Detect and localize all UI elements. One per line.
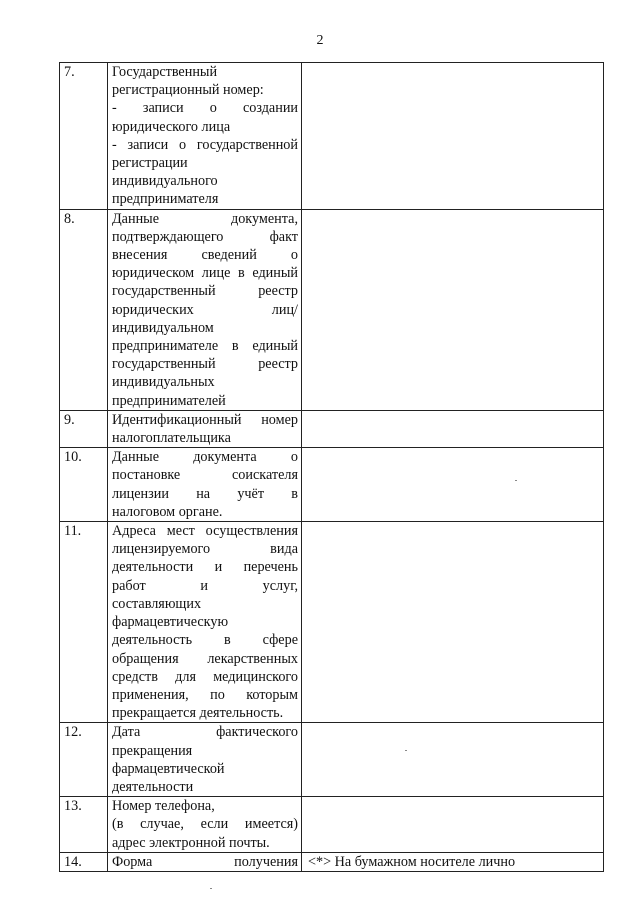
field-label-line: Дата фактического — [112, 724, 298, 741]
field-label-line: налоговом органе. — [112, 503, 223, 520]
field-label-line: предпринимателей — [112, 392, 226, 409]
field-label — [108, 852, 302, 871]
field-label — [108, 723, 302, 797]
field-label-line: государственный реестр — [112, 356, 298, 373]
field-label-line: Адреса мест осуществления — [112, 523, 298, 540]
field-label-line: юридического лица — [112, 118, 231, 135]
field-label — [108, 410, 302, 447]
scan-speck — [210, 888, 212, 889]
field-label-line: прекращения — [112, 742, 193, 759]
field-label-line: фармацевтической — [112, 760, 225, 777]
field-label-line: составляющих — [112, 595, 202, 612]
field-value-cell[interactable] — [302, 723, 604, 797]
field-label-line: регистрации — [112, 155, 188, 172]
field-label-line: (в случае, если имеется) — [112, 816, 298, 833]
field-label-line: Идентификационный номер — [112, 411, 298, 428]
field-label-line: подтверждающего факт — [112, 228, 298, 245]
row-number: 13. — [60, 797, 108, 853]
field-label-line: - записи о создании — [112, 100, 298, 117]
row-number: 14. — [60, 852, 108, 871]
field-value-cell[interactable] — [302, 209, 604, 410]
field-label-line: регистрационный номер: — [112, 82, 264, 99]
row-number: 12. — [60, 723, 108, 797]
field-label-line: Данные документа, — [112, 210, 298, 227]
field-label-line: предпринимателе в единый — [112, 338, 298, 355]
row-number: 7. — [60, 63, 108, 210]
field-label-line: прекращается деятельность. — [112, 705, 284, 722]
field-label — [108, 448, 302, 522]
field-label-line: деятельности и перечень — [112, 559, 298, 576]
table-row — [60, 797, 604, 853]
field-label-line: работ и услуг, — [112, 577, 298, 594]
field-label-line: - записи о государственной — [112, 136, 298, 153]
row-number: 11. — [60, 522, 108, 723]
table-row — [60, 410, 604, 447]
scan-speck — [515, 480, 517, 481]
field-label-line: предпринимателя — [112, 191, 219, 208]
table-row — [60, 852, 604, 871]
table-row — [60, 209, 604, 410]
field-label-line: постановке соискателя — [112, 467, 298, 484]
field-value-cell[interactable] — [302, 63, 604, 210]
field-label-line: применения, по которым — [112, 686, 298, 703]
table-row — [60, 522, 604, 723]
field-label-line: индивидуальных — [112, 374, 215, 391]
field-label-line: Номер телефона, — [112, 798, 215, 815]
field-value-cell[interactable] — [302, 522, 604, 723]
field-label-line: Государственный — [112, 64, 218, 80]
field-label-line: деятельности — [112, 778, 194, 795]
table-row — [60, 63, 604, 210]
field-label — [108, 522, 302, 723]
field-value-cell[interactable] — [302, 797, 604, 853]
page-number: 2 — [316, 33, 324, 48]
field-label-line: деятельность в сфере — [112, 632, 298, 649]
field-label-line: обращения лекарственных — [112, 650, 298, 667]
field-label-line: средств для медицинского — [112, 668, 298, 685]
row-number: 10. — [60, 448, 108, 522]
field-label-line: индивидуального — [112, 173, 218, 190]
table-row — [60, 448, 604, 522]
field-label-line: лицензии на учёт в — [112, 485, 298, 502]
field-value-cell[interactable] — [302, 448, 604, 522]
scan-speck — [405, 750, 407, 751]
field-label-line: индивидуальном — [112, 319, 214, 336]
field-label-line: налогоплательщика — [112, 430, 231, 447]
field-label-line: фармацевтическую — [112, 614, 229, 631]
field-label-line: лицензируемого вида — [112, 541, 298, 558]
field-label-line: Данные документа о — [112, 449, 298, 466]
field-label-line: адрес электронной почты. — [112, 834, 270, 851]
field-label-line: внесения сведений о — [112, 247, 298, 264]
row-number: 9. — [60, 410, 108, 447]
field-label-line: юридическом лице в единый — [112, 265, 298, 282]
field-label — [108, 797, 302, 853]
application-form-table — [59, 62, 604, 872]
field-label — [108, 63, 302, 210]
row-number: 8. — [60, 209, 108, 410]
field-label — [108, 209, 302, 410]
field-label-line: юридических лиц/ — [112, 301, 298, 318]
field-value-cell[interactable] — [302, 410, 604, 447]
field-label-line: Форма получения — [112, 853, 298, 870]
field-value: <*> На бумажном носителе лично — [308, 853, 516, 870]
field-value-cell[interactable] — [302, 852, 604, 871]
field-label-line: государственный реестр — [112, 283, 298, 300]
table-row — [60, 723, 604, 797]
